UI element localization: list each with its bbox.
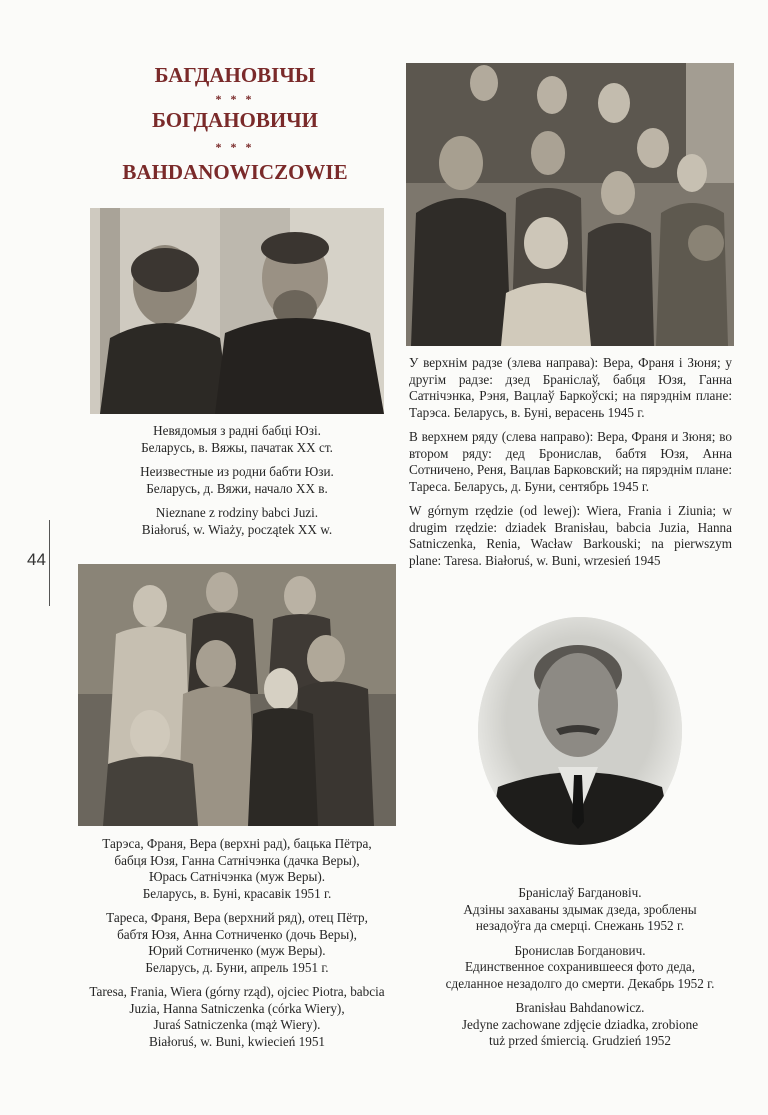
caption-line: Taresa, Frania, Wiera (górny rząd), ojciec Piotra, babcia bbox=[89, 984, 385, 999]
photo-couple-caption bbox=[90, 423, 384, 546]
caption-line: Białoruś, w. Buni, kwiecień 1951 bbox=[148, 1033, 326, 1049]
photo-portrait-branislau bbox=[478, 617, 682, 845]
title-separator: * * * bbox=[215, 92, 255, 106]
caption-line: Юрий Сотниченко (муж Веры). bbox=[148, 943, 326, 958]
caption-paragraph: W górnym rzędzie (od lewej): Wiera, Frania i Ziunia; w drugim rzędzie: dziadek Branisłau, babcia Juzia, Hanna Satniczenka, Renia, Wacław Barkouski; na pierwszym plane: Taresa. Białoruś, w. Buni, wrzesień 1945 bbox=[409, 503, 732, 568]
caption-paragraph: У верхнім радзе (злева направа): Вера, Франя і Зюня; у другім радзе: дзед Браніслаў, бабця Юзя, Ганна Сатнічэнка, Рэня, Вацлаў Баркоўскі; на пярэднім плане: Тарэса. Беларусь, в. Буні, верасень 1945 г. bbox=[409, 355, 732, 420]
caption-line: Jedyne zachowane zdjęcie dziadka, zrobione bbox=[461, 1016, 699, 1032]
photo-family-1951-image bbox=[78, 564, 396, 826]
caption-line: Бронислав Богданович. bbox=[514, 942, 646, 958]
photo-portrait-caption bbox=[420, 885, 740, 1058]
photo-couple bbox=[90, 208, 384, 414]
caption-line: бабтя Юзя, Анна Сотниченко (дочь Веры), bbox=[117, 926, 357, 942]
photo-couple-image bbox=[90, 208, 384, 414]
caption-line: Невядомыя з радні бабці Юзі. bbox=[153, 423, 321, 438]
title-separator: * * * bbox=[215, 140, 255, 154]
photo-family-1945 bbox=[406, 63, 734, 346]
caption-line: Беларусь, д. Буни, апрель 1951 г. bbox=[145, 959, 329, 975]
caption-line: Беларусь, в. Буні, красавік 1951 г. bbox=[142, 885, 332, 901]
caption-line: Неизвестные из родни бабти Юзи. bbox=[140, 464, 334, 479]
caption-line: Nieznane z rodziny babci Juzi. bbox=[155, 505, 319, 520]
page-number: 44 bbox=[27, 550, 46, 569]
caption-line: Беларусь, в. Вяжы, пачатак XX ст. bbox=[141, 439, 333, 455]
caption-line: Juzia, Hanna Satniczenka (córka Wiery), bbox=[129, 1000, 345, 1016]
photo-family-1945-caption bbox=[409, 355, 732, 577]
page-number-divider bbox=[49, 520, 50, 606]
caption-paragraph: В верхнем ряду (слева направо): Вера, Франя и Зюня; во втором ряду: дед Бронислав, бабтя Юзя, Анна Сотничено, Реня, Вацлав Барковский; на пярэднім плане: Тареса. Беларусь, д. Буни, сентябрь 1945 г. bbox=[409, 429, 732, 494]
title-russian: БОГДАНОВИЧИ bbox=[152, 108, 318, 132]
caption-line: Юрась Сатнічэнка (муж Веры). bbox=[148, 869, 326, 884]
caption-line: незадоўга да смерці. Снежань 1952 г. bbox=[475, 918, 685, 933]
photo-family-1951 bbox=[78, 564, 396, 826]
caption-line: Тарэса, Франя, Вера (верхні рад), бацька Пётра, bbox=[102, 836, 372, 851]
photo-portrait-image bbox=[478, 617, 682, 845]
photo-family-1945-image bbox=[406, 63, 734, 346]
caption-line: Беларусь, д. Вяжи, начало XX в. bbox=[146, 480, 328, 496]
caption-line: Branisłau Bahdanowicz. bbox=[515, 1000, 645, 1015]
caption-line: Тареса, Франя, Вера (верхний ряд), отец Пётр, bbox=[106, 910, 368, 925]
caption-line: сделанное незадолго до смерти. Декабрь 1952 г. bbox=[445, 975, 715, 991]
title-polish: BAHDANOWICZOWIE bbox=[122, 160, 348, 184]
photo-family-1951-caption bbox=[74, 836, 400, 1058]
caption-line: Białoruś, w. Wiaży, początek XX w. bbox=[141, 521, 333, 537]
caption-line: tuż przed śmiercią. Grudzień 1952 bbox=[489, 1033, 671, 1048]
title-belarusian: БАГДАНОВІЧЫ bbox=[154, 63, 316, 87]
caption-line: бабця Юзя, Ганна Сатнічэнка (дачка Веры), bbox=[114, 852, 360, 868]
caption-line: Адзіны захаваны здымак дзеда, зроблены bbox=[463, 901, 697, 917]
caption-line: Juraś Satniczenka (mąż Wiery). bbox=[153, 1017, 321, 1032]
caption-line: Браніслаў Багдановіч. bbox=[518, 885, 642, 900]
caption-line: Единственное сохранившееся фото деда, bbox=[464, 959, 696, 974]
